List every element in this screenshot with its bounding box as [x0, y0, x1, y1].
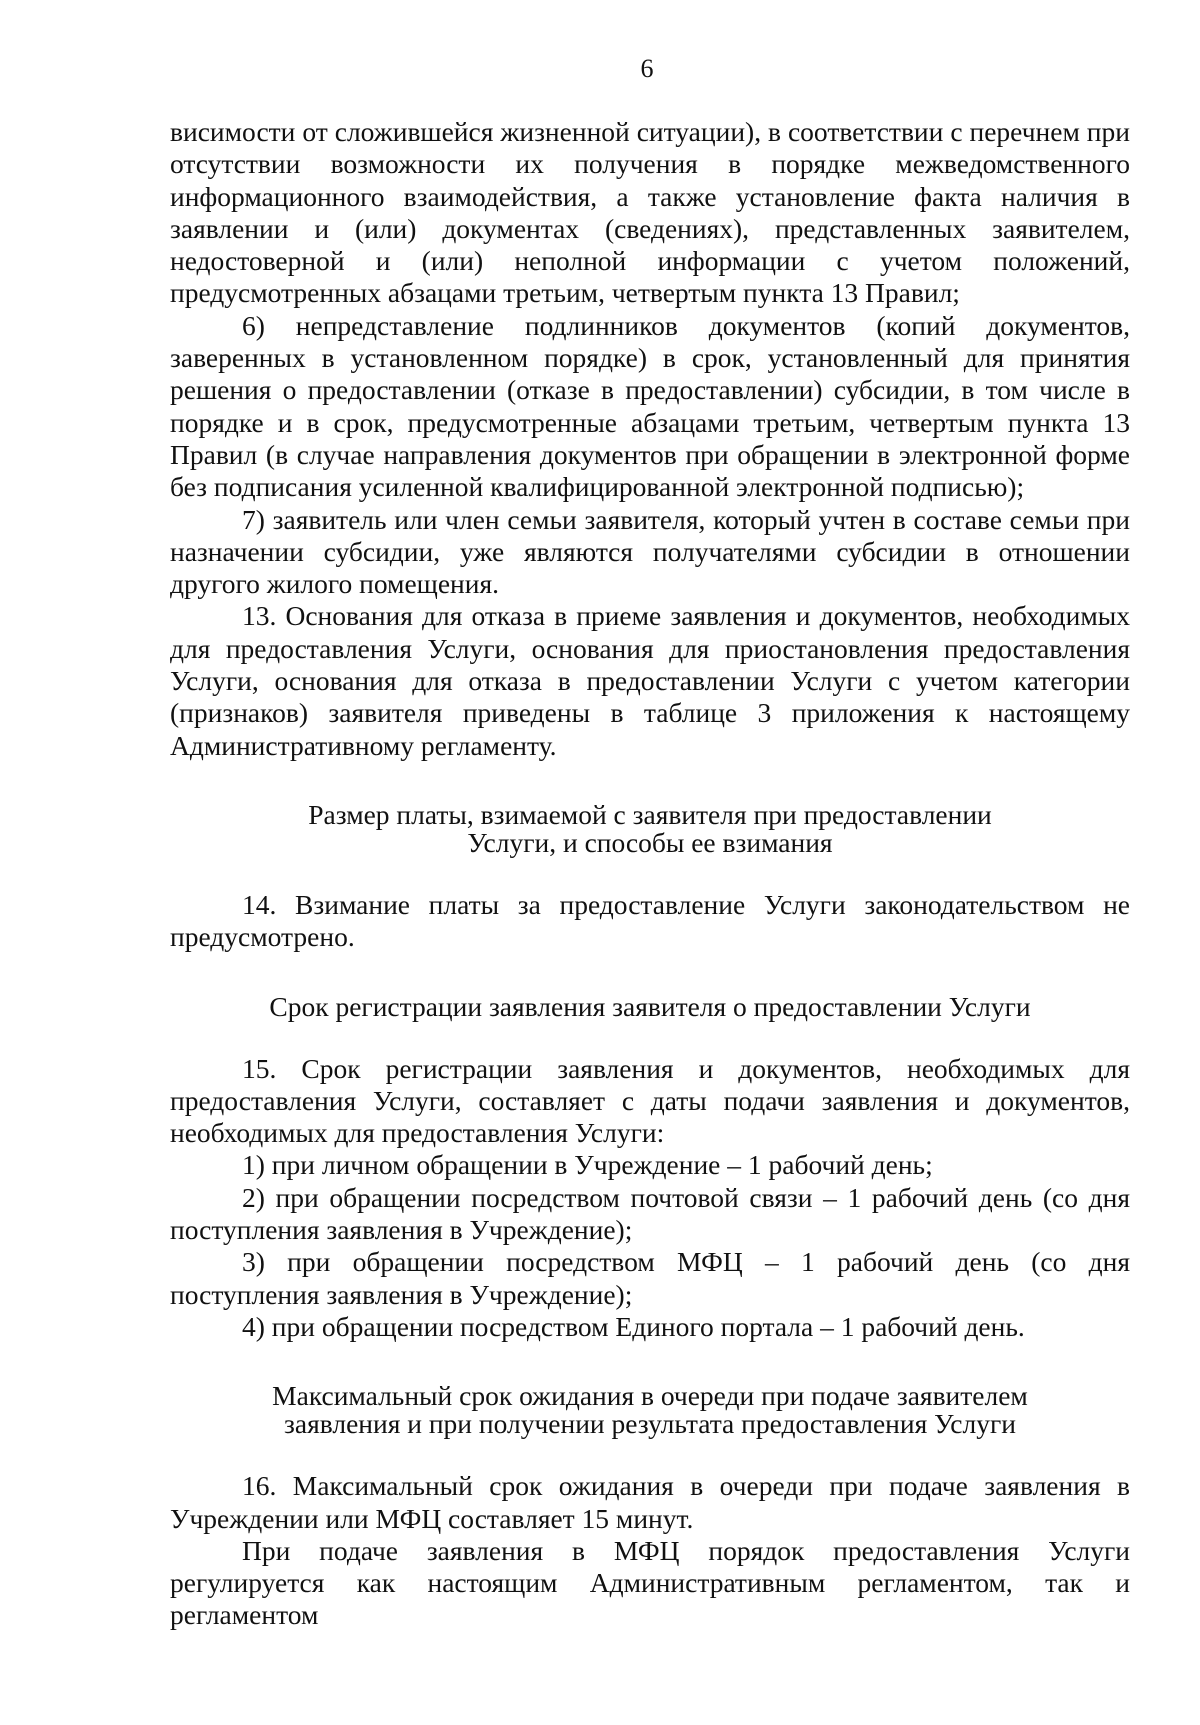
- paragraph-13: 13. Основания для отказа в приеме заявления и документов, необходимых для предоставления Услуги, основания для приостановления предоставления Услуги, основания для отказа в предоставлении Услуги с учетом категории (признаков) заявителя приведены в таблице 3 приложения к настоящему Административному регламенту.: [170, 600, 1130, 761]
- section-heading-queue: [170, 1382, 1130, 1438]
- spacer: [170, 857, 1130, 889]
- paragraph-16-continuation: При подаче заявления в МФЦ порядок предоставления Услуги регулируется как настоящим Административным регламентом, так и регламентом: [170, 1534, 1130, 1631]
- spacer: [170, 1021, 1130, 1053]
- paragraph-15-item-2: 2) при обращении посредством почтовой связи – 1 рабочий день (со дня поступления заявления в Учреждение);: [170, 1181, 1130, 1246]
- paragraph-continuation: висимости от сложившейся жизненной ситуации), в соответствии с перечнем при отсутствии возможности их получения в порядке межведомственного информационного взаимодействия, а также установление факта наличия в заявлении и (или) документах (сведениях), представленных заявителем, недостоверной и (или) неполной информации с учетом положений, предусмотренных абзацами третьим, четвертым пункта 13 Правил;: [170, 116, 1130, 309]
- paragraph-15-item-1: 1) при личном обращении в Учреждение – 1 рабочий день;: [242, 1149, 933, 1181]
- heading-line: Срок регистрации заявления заявителя о предоставлении Услуги: [269, 990, 1031, 1022]
- heading-line: Услуги, и способы ее взимания: [467, 826, 833, 858]
- document-body: [170, 116, 1130, 1632]
- section-heading-fee: [170, 798, 1130, 858]
- heading-line: Максимальный срок ожидания в очереди при подаче заявителем: [272, 1380, 1028, 1412]
- paragraph-16: 16. Максимальный срок ожидания в очереди при подаче заявления в Учреждении или МФЦ составляет 15 минут.: [170, 1470, 1130, 1534]
- paragraph-item-7: 7) заявитель или член семьи заявителя, который учтен в составе семьи при назначении субсидии, уже являются получателями субсидии в отношении другого жилого помещения.: [170, 503, 1130, 600]
- paragraph-15-item-3: 3) при обращении посредством МФЦ – 1 рабочий день (со дня поступления заявления в Учреждение);: [170, 1246, 1130, 1310]
- spacer: [170, 1343, 1130, 1382]
- paragraph-15: 15. Срок регистрации заявления и документов, необходимых для предоставления Услуги, составляет с даты подачи заявления и документов, необходимых для предоставления Услуги:: [170, 1052, 1130, 1149]
- spacer: [170, 762, 1130, 801]
- heading-line: Размер платы, взимаемой с заявителя при предоставлении: [308, 798, 992, 830]
- page-number: 6: [640, 54, 654, 83]
- paragraph-item-6: 6) непредставление подлинников документов (копий документов, заверенных в установленном порядке) в срок, установленный для принятия решения о предоставлении (отказе в предоставлении) субсидии, в том числе в порядке и в срок, предусмотренные абзацами третьим, четвертым пункта 13 Правил (в случае направления документов при обращении в электронной форме без подписания усиленной квалифицированной электронной подписью);: [170, 309, 1130, 503]
- section-heading-registration: [170, 990, 1130, 1022]
- paragraph-14: 14. Взимание платы за предоставление Услуги законодательством не предусмотрено.: [170, 888, 1130, 953]
- spacer: [170, 1438, 1130, 1470]
- spacer: [170, 954, 1130, 993]
- heading-line: заявления и при получении результата предоставления Услуги: [284, 1408, 1016, 1440]
- paragraph-15-item-4: 4) при обращении посредством Единого портала – 1 рабочий день.: [242, 1310, 1025, 1342]
